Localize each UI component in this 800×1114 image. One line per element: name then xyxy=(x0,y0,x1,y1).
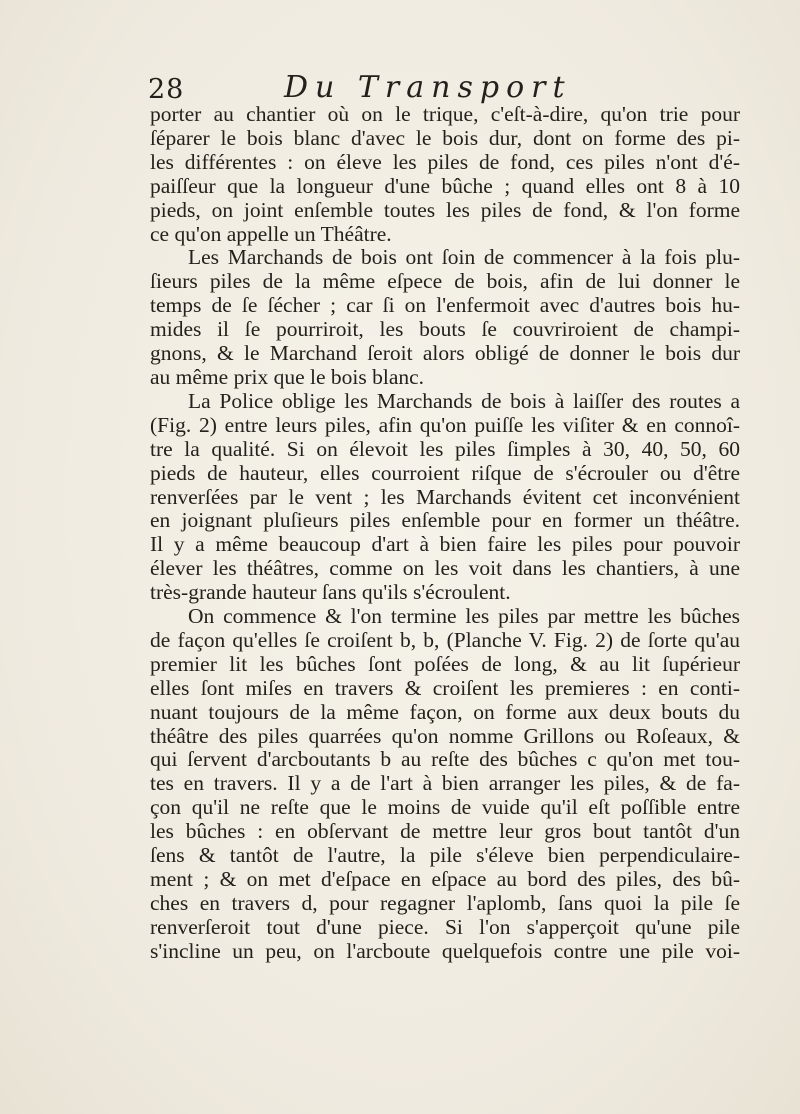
text-line: tes en travers. Il y a de l'art à bien arranger les piles, & de fa- xyxy=(150,772,740,796)
text-line: de façon qu'elles ſe croiſent b, b, (Planche V. Fig. 2) de ſorte qu'au xyxy=(150,628,740,652)
text-line: paiſſeur que la longueur d'une bûche ; quand elles ont 8 à 10 xyxy=(150,174,740,198)
text-line: pieds de hauteur, elles courroient riſque de s'écrouler ou d'être xyxy=(150,461,740,485)
text-line: ment ; & on met d'eſpace en eſpace au bord des piles, des bû- xyxy=(150,868,740,891)
page-number: 28 xyxy=(148,74,185,105)
text-line: renverſeroit tout d'une piece. Si l'on s'apperçoit qu'une pile xyxy=(150,915,740,939)
text-line: porter au chantier où on le trique, c'eſt-à-dire, qu'on trie pour xyxy=(150,103,740,126)
text-line: ſéparer le bois blanc d'avec le bois dur, dont on forme des pi- xyxy=(150,126,740,150)
page-header xyxy=(148,68,748,108)
text-line: elles ſont miſes en travers & croiſent les premieres : en conti- xyxy=(150,676,740,700)
text-line: ches en travers d, pour regagner l'aplomb, ſans quoi la pile ſe xyxy=(150,891,740,915)
text-line: les différentes : on éleve les piles de fond, ces piles n'ont d'é- xyxy=(150,150,740,174)
text-line: renverſées par le vent ; les Marchands évitent cet inconvénient xyxy=(150,485,740,509)
text-line: ſieurs piles de la même eſpece de bois, afin de lui donner le xyxy=(150,270,740,294)
text-line: pieds, on joint enſemble toutes les piles de fond, & l'on forme xyxy=(150,198,740,222)
text-line: premier lit les bûches ſont poſées de long, & au lit ſupérieur xyxy=(150,652,740,676)
text-line: çon qu'il ne reſte que le moins de vuide qu'il eſt poſſible entre xyxy=(150,796,740,820)
text-line: mides il ſe pourriroit, les bouts ſe couvriroient de champi- xyxy=(150,318,740,342)
text-line: ſens & tantôt de l'autre, la pile s'éleve bien perpendiculaire- xyxy=(150,844,740,868)
text-line: nuant toujours de la même façon, on forme aux deux bouts du xyxy=(150,700,740,724)
text-line: théâtre des piles quarrées qu'on nomme Grillons ou Roſeaux, & xyxy=(150,724,740,748)
text-line: s'incline un peu, on l'arcboute quelquefois contre une pile voi- xyxy=(150,939,740,963)
text-line: gnons, & le Marchand ſeroit alors obligé de donner le bois dur xyxy=(150,342,740,366)
text-line: les bûches : en obſervant de mettre leur gros bout tantôt d'un xyxy=(150,820,740,844)
text-line: (Fig. 2) entre leurs piles, afin qu'on puiſſe les viſiter & en connoî- xyxy=(150,413,740,437)
text-line: très-grande hauteur ſans qu'ils s'écroulent. xyxy=(150,581,511,605)
text-line: élever les théâtres, comme on les voit dans les chantiers, à une xyxy=(150,557,740,581)
text-line: Il y a même beaucoup d'art à bien faire les piles pour pouvoir xyxy=(150,533,740,557)
body-text xyxy=(150,103,740,964)
text-line: ce qu'on appelle un Théâtre. xyxy=(150,222,392,246)
text-line: qui ſervent d'arcboutants b au reſte des bûches c qu'on met tou- xyxy=(150,748,740,772)
text-line: Les Marchands de bois ont ſoin de commencer à la fois plu- xyxy=(188,246,740,270)
text-line: tre la qualité. Si on élevoit les piles ſimples à 30, 40, 50, 60 xyxy=(150,437,740,461)
text-line: On commence & l'on termine les piles par mettre les bûches xyxy=(188,605,740,629)
text-line: La Police oblige les Marchands de bois à laiſſer des routes a xyxy=(188,389,740,413)
running-title: Du Transport xyxy=(284,70,572,105)
text-line: en joignant pluſieurs piles enſemble pour en former un théâtre. xyxy=(150,509,740,533)
text-line: temps de ſe ſécher ; car ſi on l'enfermoit avec d'autres bois hu- xyxy=(150,294,740,318)
text-line: au même prix que le bois blanc. xyxy=(150,365,425,389)
